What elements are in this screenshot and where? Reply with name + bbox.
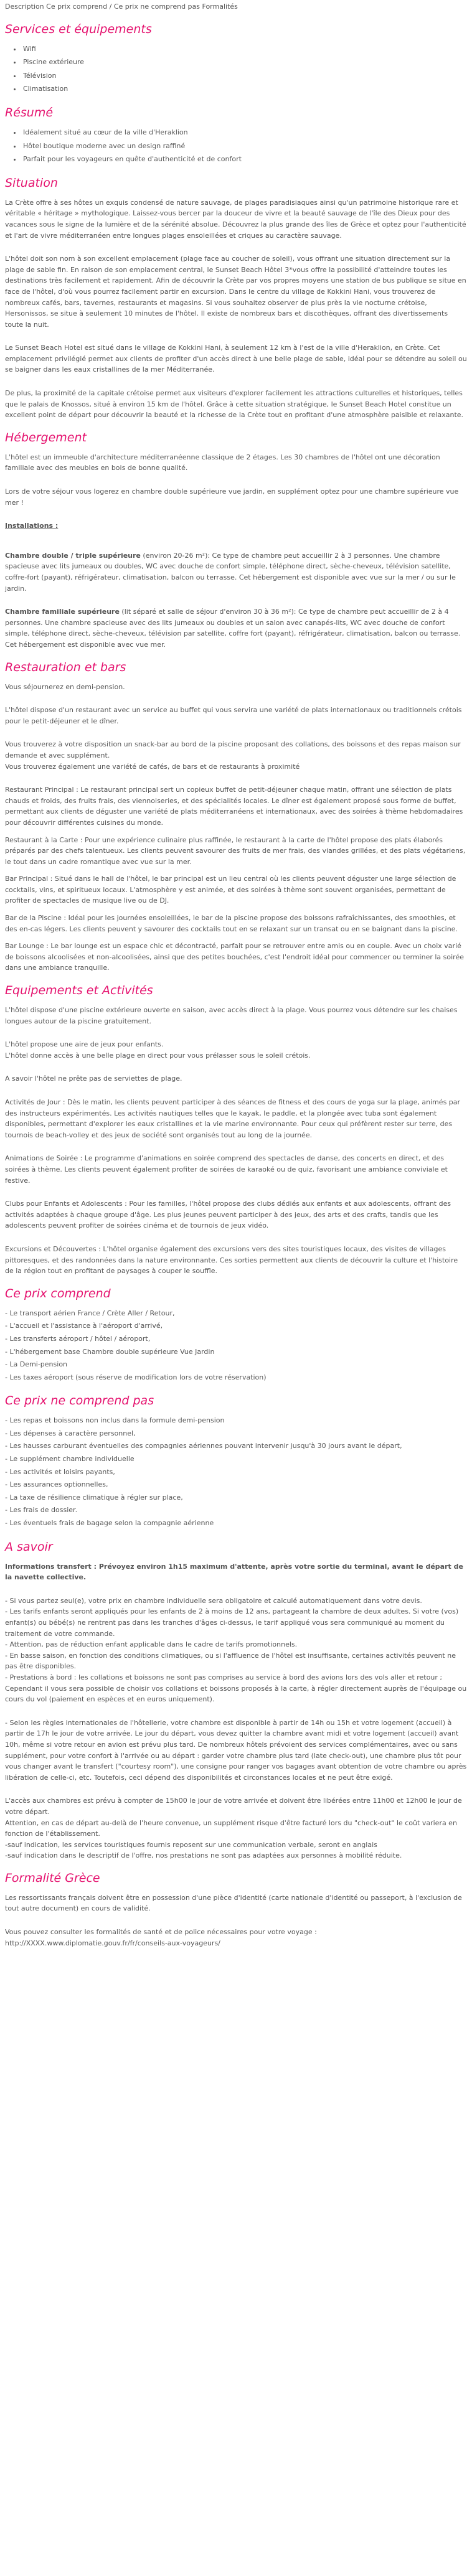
resume-list (5, 127, 467, 165)
paragraph: Bar de la Piscine : Idéal pour les journées ensoleillées, le bar de la piscine propose des boissons rafraîchissantes, des smoothies, et des en-cas légers. Les clients peuvent y savourer des cocktails tout en se relaxant sur un transat ou en se baignant dans la piscine. (5, 914, 458, 933)
paragraph: Clubs pour Enfants et Adolescents : Pour les familles, l'hôtel propose des clubs dédiés aux enfants et aux adolescents, offrant des activités adaptées à chaque groupe d'âge. Les plus jeunes peuvent participer à des jeux, des arts et des crafts, tandis que les adolescents peuvent profiter de soirées cinéma et de tournois de jeux vidéo. (5, 1200, 451, 1230)
formalite-title: Formalité Grèce (5, 1871, 100, 1885)
resume-title: Résumé (5, 105, 54, 120)
paragraph: Le Sunset Beach Hotel est situé dans le village de Kokkini Hani, à seulement 12 km à l'est de la ville d'Heraklion, en Crète. Cet emplacement privilégié permet aux clients de profiter d'un accès direct à une belle plage de sable, idéal pour se détendre au soleil ou se baigner dans les eaux cristallines de la mer Méditerranée. (5, 344, 467, 374)
paragraph: De plus, la proximité de la capitale crétoise permet aux visiteurs d'explorer facilement les attractions culturelles et historiques, telles que le palais de Knossos, situé à environ 15 km de l'hôtel. Grâce à cette situation stratégique, le Sunset Beach Hotel constitue un excellent point de départ pour découvrir la beauté et la richesse de la Crète tout en profitant d'une atmosphère paisible et relaxante. (5, 389, 464, 420)
list-item: • Idéalement situé au cœur de la ville d'Heraklion (22, 127, 467, 138)
asavoir-title: A savoir (5, 1539, 53, 1554)
paragraph: La Crète offre à ses hôtes un exquis condensé de nature sauvage, de plages paradisiaques ainsi qu'un patrimoine historique rare et véritable « héritage » mythologique. Laissez-vous bercer par la douceur de vivre et la beauté sauvage de l'île des Dieux pour des vacances sous le signe de la lumière et de la sérénité absolue. Découvrez la plus grande des îles de Grèce et optez pour l'authenticité et l'art de vivre méditerranéen entre longues plages ensoleillées et criques au caractère sauvage. (5, 198, 466, 240)
comprend-title: Ce prix comprend (5, 1286, 111, 1300)
paragraph: L'accès aux chambres est prévu à compter de 15h00 le jour de votre arrivée et doivent être libérées entre 11h00 et 12h00 le jour de votre départ. Attention, en cas de départ au-delà de l'heure convenue, un supplément risque d'être facturé lors du "check-out" le coût variera en fonction de l'établissement. -sauf indication, les services touristiques fournis reposent sur une communication verbale, seront en anglais -sauf indication dans le descriptif de l'offre, nos prestations ne sont pas adaptées aux personnes à mobilité réduite. (5, 1797, 462, 1860)
room-double-label: Chambre double / triple supérieure (5, 551, 141, 560)
paragraph: Animations de Soirée : Le programme d'animations en soirée comprend des spectacles de danse, des concerts en direct, et des soirées à thème. Les clients peuvent également profiter de soirées de karaoké ou de quiz, favorisant une ambiance conviviale et festive. (5, 1154, 448, 1185)
transfer-info-text: Informations transfert : Prévoyez environ 1h15 maximum d'attente, après votre sortie du terminal, avant le départ de la navette collective. (5, 1562, 463, 1582)
ne-comprend-title: Ce prix ne comprend pas (5, 1394, 154, 1408)
list-item: • Climatisation (22, 83, 467, 95)
services-section (5, 21, 467, 95)
paragraph: A savoir l'hôtel ne prête pas de serviettes de plage. (5, 1074, 182, 1083)
paragraph: Excursions et Découvertes : L'hôtel organise également des excursions vers des sites touristiques locaux, des visites de villages pittoresques, et des randonnées dans la nature environnante. Ces sorties permettent aux clients de découvrir la culture et l'histoire de la région tout en profitant de paysages à couper le souffle. (5, 1244, 458, 1276)
list-item: - Les frais de dossier. (5, 1506, 78, 1515)
room-familiale-text: (lit séparé et salle de séjour d'environ 30 à 36 m²): Ce type de chambre peut accueillir de 2 à 4 personnes. Une chambre spacieuse avec des lits jumeaux ou doubles et un salon avec canapés-lits, WC avec douche de confort simple, téléphone direct, sèche-cheveux, télévision par satellite, coffre fort (payant), réfrigérateur, climatisation, balcon ou terrasse. Cet hébergement est disponible avec vue mer. (5, 608, 461, 649)
paragraph: L'hôtel est un immeuble d'architecture méditerranéenne classique de 2 étages. Les 30 chambres de l'hôtel ont une décoration familiale avec des meubles en bois de bonne qualité. (5, 453, 440, 472)
list-item: - Les repas et boissons non inclus dans la formule demi-pension (5, 1416, 225, 1425)
restauration-section (5, 659, 467, 974)
equipements-section (5, 982, 467, 1277)
list-item: - Les hausses carburant éventuelles des compagnies aériennes pouvant intervenir jusqu'à 30 jours avant le départ, (5, 1442, 402, 1450)
list-item: - Le transport aérien France / Crète Aller / Retour, (5, 1309, 175, 1317)
room-familiale (5, 606, 467, 650)
formalite-link-intro (5, 1927, 467, 1948)
formalite-section (5, 1870, 467, 1948)
ne-comprend-list (5, 1415, 467, 1528)
list-item: - Les éventuels frais de bagage selon la compagnie aérienne (5, 1519, 214, 1528)
paragraph: L'hôtel dispose d'un restaurant avec un service au buffet qui vous servira une variété de plats internationaux ou traditionnels crétois pour le petit-déjeuner et le dîner. (5, 706, 462, 725)
list-item: - La Demi-pension (5, 1360, 68, 1369)
restauration-title: Restauration et bars (5, 660, 126, 674)
services-title: Services et équipements (5, 22, 152, 36)
asavoir-section (5, 1539, 467, 1861)
paragraph: - Selon les règles internationales de l'hôtellerie, votre chambre est disponible à partir de 14h ou 15h et votre logement (accueil) à partir de 17h le jour de votre arrivée. Le jour du départ, vous devez quitter la chambre avant midi et votre logement (accueil) avant 10h, même si votre retour en avion est prévu plus tard. De nombreux hôtels prévoient des services complémentaires, avec ou sans supplément, pour votre confort à l'arrivée ou au départ : garder votre chambre plus tard (late check-out), une chambre plus tôt pour vous changer avant le transfert ("courtesy room"), une consigne pour ranger vos bagages avant obtention de votre chambre ou après libération de celle-ci, etc. Toutefois, ceci dépend des disponibilités et circonstances locales et ne peut être exigé. (5, 1718, 467, 1782)
comprend-list (5, 1308, 467, 1383)
comprend-section (5, 1286, 467, 1383)
hebergement-section (5, 430, 467, 651)
paragraph: Restaurant Principal : Le restaurant principal sert un copieux buffet de petit-déjeuner chaque matin, offrant une sélection de plats chauds et froids, des fruits frais, des viennoiseries, et des spécialités locales. Le dîner est également proposé sous forme de buffet, permettant aux clients de déguster une variété de plats méditerranéens et internationaux, avec des soirées à thème hebdomadaires pour découvrir différentes cuisines du monde. (5, 786, 463, 827)
room-double-text: (environ 20-26 m²): Ce type de chambre peut accueillir 2 à 3 personnes. Une chambre spacieuse avec lits jumeaux ou doubles, WC avec douche de confort simple, téléphone direct, sèche-cheveux, télévision satellite, coffre-fort (payant), réfrigérateur, climatisation, balcon ou terrasse. Cet hébergement est disponible avec vue sur la mer / ou sur le jardin. (5, 551, 456, 593)
list-item: • Hôtel boutique moderne avec un design raffiné (22, 141, 467, 152)
list-item: - Les taxes aéroport (sous réserve de modification lors de votre réservation) (5, 1373, 267, 1381)
resume-section (5, 105, 467, 165)
list-item: - L'accueil et l'assistance à l'aéroport d'arrivé, (5, 1322, 163, 1330)
paragraph: L'hôtel dispose d'une piscine extérieure ouverte en saison, avec accès direct à la plage. Vous pourrez vous détendre sur les chaises longues autour de la piscine gratuitement. (5, 1006, 458, 1025)
list-item: - Les assurances optionnelles, (5, 1480, 108, 1489)
list-item: - Les dépenses à caractère personnel, (5, 1429, 136, 1437)
list-item: - Les activités et loisirs payants, (5, 1467, 115, 1476)
installations-heading (5, 520, 467, 532)
diplomatie-link[interactable]: http://XXXX.www.diplomatie.gouv.fr/fr/conseils-aux-voyageurs/ (5, 1939, 220, 1947)
paragraph: Bar Principal : Situé dans le hall de l'hôtel, le bar principal est un lieu central où les clients peuvent déguster une large sélection de cocktails, vins, et spiritueux locaux. L'atmosphère y est animée, et des soirées à thème sont souvent organisées, permettant de profiter de spectacles de musique live ou de DJ. (5, 875, 456, 905)
equipements-title: Equipements et Activités (5, 984, 153, 998)
paragraph: L'hôtel doit son nom à son excellent emplacement (plage face au coucher de soleil), vous offrant une situation directement sur la plage de sable fin. En raison de son emplacement central, le Sunset Beach Hôtel 3*vous offre la possibilité d'atteindre toutes les destinations très facilement et rapidement. Afin de découvrir la Crète par vos propres moyens une station de bus publique se situe en face de l'hôtel, d'où vous pourrez facilement partir en excursion. Dans le centre du village de Kokkini Hani, vous trouverez de nombreux cafés, bars, tavernes, restaurants et magasins. Si vous souhaitez observer de plus près la vie nocturne crétoise, Hersonissos, se situe à seulement 10 minutes de l'hôtel. Il existe de nombreux bars et discothèques, offrant des divertissements toute la nuit. (5, 255, 466, 329)
paragraph: Vous trouverez à votre disposition un snack-bar au bord de la piscine proposant des collations, des boissons et des repas maison sur demande et avec supplément. Vous trouverez également une variété de cafés, de bars et de restaurants à proximité (5, 740, 461, 771)
paragraph: Lors de votre séjour vous logerez en chambre double supérieure vue jardin, en supplément optez pour une chambre supérieure vue mer ! (5, 487, 459, 507)
list-item: • Wifi (22, 44, 467, 55)
list-item: • Télévision (22, 70, 467, 82)
list-item: - Les transferts aéroport / hôtel / aéroport, (5, 1334, 151, 1343)
installations-label: Installations : (5, 522, 59, 530)
list-item: - La taxe de résilience climatique à régler sur place, (5, 1493, 183, 1502)
services-list (5, 44, 467, 95)
situation-title: Situation (5, 176, 58, 190)
paragraph: Vous pouvez consulter les formalités de santé et de police nécessaires pour votre voyage : (5, 1928, 317, 1937)
transfer-info (5, 1561, 467, 1583)
paragraph: L'hôtel propose une aire de jeux pour enfants. L'hôtel donne accès à une belle plage en direct pour vous prélasser sous le soleil crétois. (5, 1040, 311, 1060)
list-item: • Parfait pour les voyageurs en quête d'authenticité et de confort (22, 154, 467, 165)
room-double (5, 550, 467, 594)
paragraph: - Si vous partez seul(e), votre prix en chambre individuelle sera obligatoire et calculé automatiquement dans votre devis. - Les tarifs enfants seront appliqués pour les enfants de 2 à moins de 12 ans, partageant la chambre de deux adultes. Si votre (vos) enfant(s) ou bébé(s) ne rentrent pas dans les tranches d'âges ci-dessus, le tarif appliqué vous sera communiqué au moment du traitement de votre commande. - Attention, pas de réduction enfant applicable dans le cadre de tarifs promotionnels. - En basse saison, en fonction des conditions climatiques, ou si l'affluence de l'hôtel est insuffisante, certaines activités peuvent ne pas être disponibles. - Prestations à bord : les collations et boissons ne sont pas comprises au service à bord des avions lors des vols aller et retour ; Cependant il vous sera possible de choisir vos collations et boissons proposés à la carte, à régler directement auprès de l'équipage ou cours du vol (paiement en espèces et en euros uniquement). (5, 1596, 467, 1704)
paragraph: Activités de Jour : Dès le matin, les clients peuvent participer à des séances de fitness et des cours de yoga sur la plage, animés par des instructeurs expérimentés. Les activités nautiques telles que le kayak, le paddle, et la plongée avec tuba sont également disponibles, permettant d'explorer les eaux cristallines et la vie marine environnante. Pour ceux qui préfèrent rester sur terre, des tournois de beach-volley et des jeux de société sont organisés tout au long de la journée. (5, 1098, 461, 1139)
paragraph: Restaurant à la Carte : Pour une expérience culinaire plus raffinée, le restaurant à la carte de l'hôtel propose des plats élaborés préparés par des chefs talentueux. Les clients peuvent savourer des fruits de mer frais, des viandes grillées, et des plats végétariens, le tout dans un cadre romantique avec vue sur la mer. (5, 835, 466, 866)
hebergement-title: Hébergement (5, 430, 87, 444)
list-item: • Piscine extérieure (22, 57, 467, 68)
paragraph: Bar Lounge : Le bar lounge est un espace chic et décontracté, parfait pour se retrouver entre amis ou en couple. Avec un choix varié de boissons alcoolisées et non-alcoolisées, ainsi que des petites bouchées, c'est l'endroit idéal pour commencer ou terminer la soirée dans une ambiance tranquille. (5, 942, 464, 972)
situation-section (5, 175, 467, 421)
paragraph: Les ressortissants français doivent être en possession d'une pièce d'identité (carte nationale d'identité ou passeport, à l'exclusion de tout autre document) en cours de validité. (5, 1893, 462, 1913)
list-item: - Le supplément chambre individuelle (5, 1455, 135, 1464)
ne-comprend-section (5, 1393, 467, 1528)
room-familiale-label: Chambre familiale supérieure (5, 608, 120, 616)
list-item: - L'hébergement base Chambre double supérieure Vue Jardin (5, 1347, 215, 1356)
breadcrumb: Description Ce prix comprend / Ce prix ne comprend pas Formalités (5, 2, 238, 11)
paragraph: Vous séjournerez en demi-pension. (5, 682, 125, 691)
